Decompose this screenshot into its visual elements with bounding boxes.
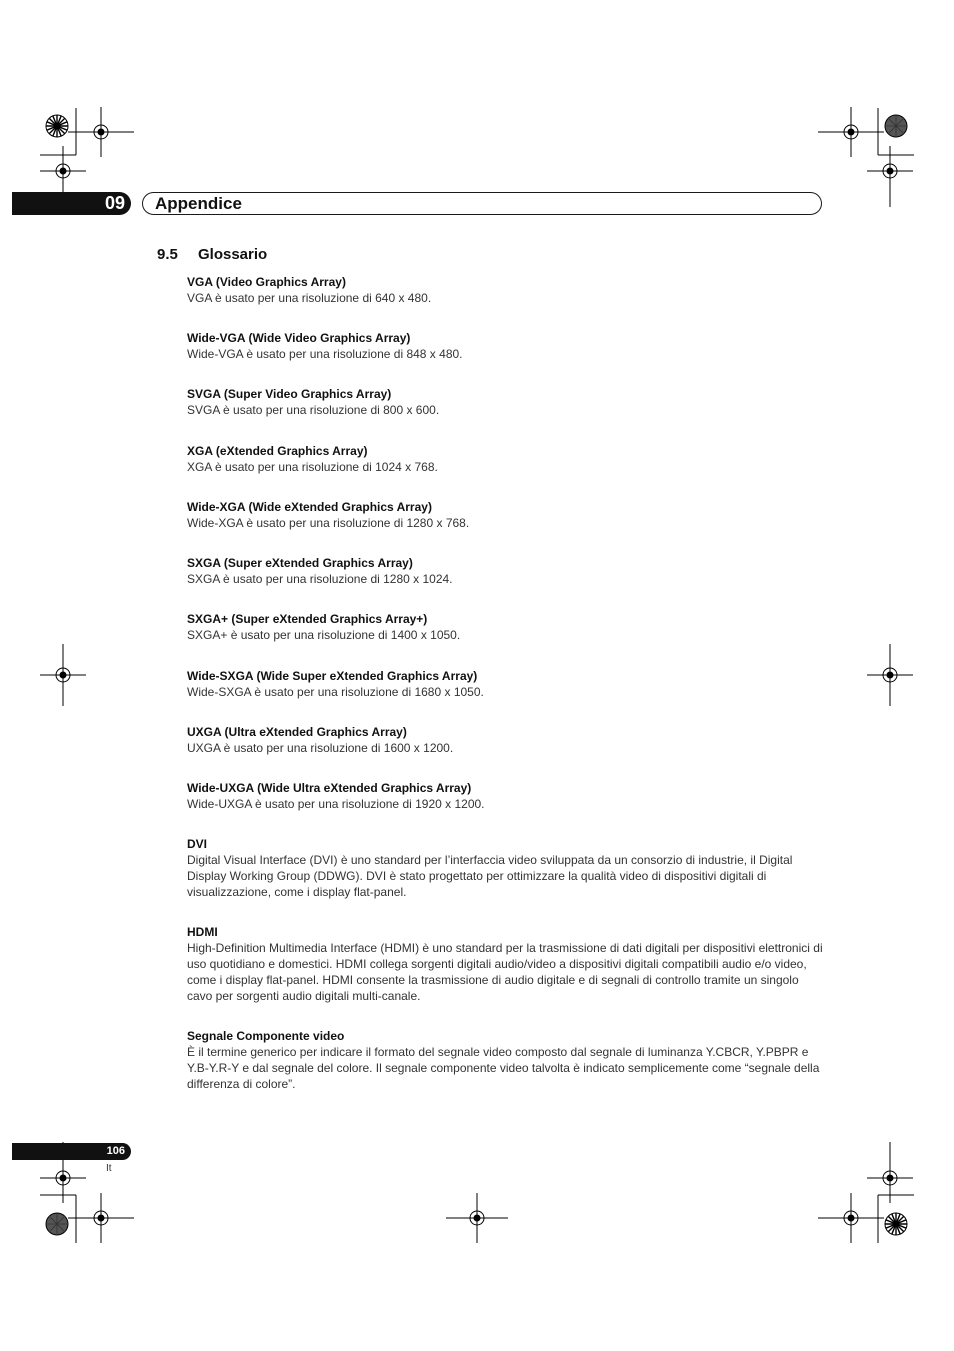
crosshair-mark-top-right-h	[818, 107, 884, 157]
glossary-term: XGA (eXtended Graphics Array)	[187, 444, 368, 458]
crosshair-mark-mid-left	[40, 644, 86, 706]
glossary-entry-wide-uxga	[187, 781, 823, 812]
glossary-term: SXGA+ (Super eXtended Graphics Array+)	[187, 612, 428, 626]
glossary-term: HDMI	[187, 925, 218, 939]
glossary-term: UXGA (Ultra eXtended Graphics Array)	[187, 725, 407, 739]
crosshair-mark-top-left-h	[68, 107, 134, 157]
chapter-title-box	[142, 192, 822, 215]
glossary-definition: Wide-SXGA è usato per una risoluzione di 1680 x 1050.	[187, 685, 484, 699]
chapter-number-tab	[12, 192, 131, 215]
glossary-entry-wide-vga	[187, 331, 823, 362]
glossary-entry-wide-sxga	[187, 669, 823, 700]
glossary-term: VGA (Video Graphics Array)	[187, 275, 346, 289]
glossary-entry-component-video	[187, 1029, 823, 1092]
glossary-definition: Wide-VGA è usato per una risoluzione di 848 x 480.	[187, 347, 463, 361]
glossary-entry-vga	[187, 275, 823, 306]
glossary-term: Wide-SXGA (Wide Super eXtended Graphics Array)	[187, 669, 478, 683]
chapter-title: Appendice	[155, 194, 242, 213]
glossary-definition: Wide-XGA è usato per una risoluzione di 1280 x 768.	[187, 516, 470, 530]
glossary-definition: UXGA è usato per una risoluzione di 1600 x 1200.	[187, 741, 454, 755]
starburst-mark-top-right	[885, 115, 907, 137]
crosshair-mark-bottom-right-h	[818, 1193, 884, 1243]
page-number-tab	[12, 1143, 131, 1160]
section-number: 9.5	[157, 246, 178, 263]
glossary-term: SVGA (Super Video Graphics Array)	[187, 387, 392, 401]
glossary-definition: È il termine generico per indicare il formato del segnale video composto dal segnale di luminanza Y.CBCR, Y.PBPR e Y.B-Y.R-Y e dal segnale del colore. Il segnale componente video talvolta è indicato semplicemente come “segnale della differenza di colore”.	[187, 1045, 820, 1091]
glossary-entry-sxga	[187, 556, 823, 587]
glossary-term: Wide-XGA (Wide eXtended Graphics Array)	[187, 500, 432, 514]
glossary-entry-sxga-plus	[187, 612, 823, 643]
glossary-definition: SXGA è usato per una risoluzione di 1280 x 1024.	[187, 572, 453, 586]
crosshair-mark-mid-right	[867, 644, 913, 706]
glossary-entry-xga	[187, 444, 823, 475]
glossary-entry-wide-xga	[187, 500, 823, 531]
section-title: Glossario	[198, 246, 268, 263]
chapter-number: 09	[104, 193, 125, 213]
glossary-definition: SXGA+ è usato per una risoluzione di 1400 x 1050.	[187, 628, 461, 642]
section-heading	[157, 246, 267, 263]
crosshair-mark-bottom-center	[446, 1193, 508, 1243]
starburst-mark-top-left	[46, 115, 68, 137]
page-number: 106	[106, 1145, 125, 1157]
glossary-term: Wide-VGA (Wide Video Graphics Array)	[187, 331, 411, 345]
crosshair-mark-bottom-right-v	[867, 1142, 913, 1203]
glossary-entry-svga	[187, 387, 823, 418]
glossary-entry-hdmi	[187, 925, 823, 1004]
glossary-definition: Wide-UXGA è usato per una risoluzione di 1920 x 1200.	[187, 797, 485, 811]
glossary-definition: High-Definition Multimedia Interface (HDMI) è uno standard per la trasmissione di dati digitali per dispositivi elettronici di uso quotidiano e domestici. HDMI collega sorgenti digitali audio/video a dispositivi digitali compatibili audio e/o video, come i display flat-panel. HDMI consente la trasmissione di audio digitale e di segnali di controllo tramite un singolo cavo per sorgenti audio digitali multi-canale.	[187, 941, 823, 1003]
page-language: It	[106, 1163, 112, 1174]
glossary-entry-uxga	[187, 725, 823, 756]
starburst-mark-bottom-right	[885, 1213, 907, 1235]
crosshair-mark-bottom-left-h	[68, 1193, 134, 1243]
glossary-term: DVI	[187, 837, 208, 851]
glossary-term: Segnale Componente video	[187, 1029, 345, 1043]
glossary-definition: SVGA è usato per una risoluzione di 800 x 600.	[187, 403, 440, 417]
glossary-entry-dvi	[187, 837, 823, 900]
glossary-term: SXGA (Super eXtended Graphics Array)	[187, 556, 413, 570]
glossary-definition: Digital Visual Interface (DVI) è uno standard per l’interfaccia video sviluppata da un consorzio di industrie, il Digital Display Working Group (DDWG). DVI è stato progettato per ottimizzare la qualità video di dispositivi digitali di visualizzazione, come i display flat-panel.	[187, 853, 793, 899]
starburst-mark-bottom-left	[46, 1213, 68, 1235]
glossary-definition: XGA è usato per una risoluzione di 1024 x 768.	[187, 460, 438, 474]
glossary-definition: VGA è usato per una risoluzione di 640 x 480.	[187, 291, 432, 305]
glossary-term: Wide-UXGA (Wide Ultra eXtended Graphics Array)	[187, 781, 472, 795]
